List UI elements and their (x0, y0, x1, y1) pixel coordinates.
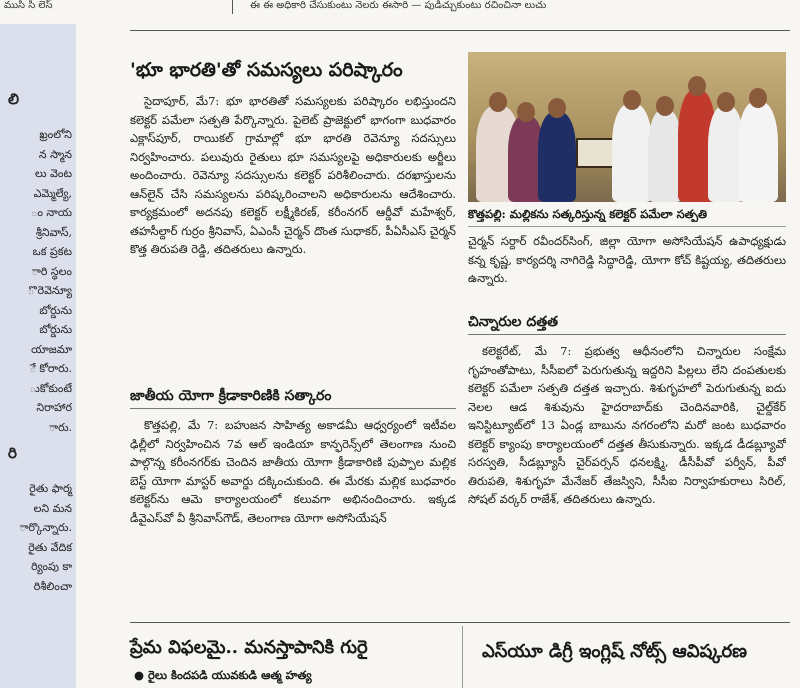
bottom-right-headline: ఎస్‌యూ డిగ్రీ ఇంగ్లిష్ నోట్స్ ఆవిష్కరణ (482, 641, 748, 662)
person-figure (612, 104, 652, 202)
sidebar-text-fragment: న స్మాన (38, 147, 72, 161)
sidebar-text-fragment: ఖ్రంలోని (39, 128, 72, 141)
article3-body: కలెక్టరేట్, మే 7: ప్రభుత్వ ఆధీనంలోని చిన్నారుల సంక్షేమ గృహంతోపాటు, సీసీఐలో పెరుగుతున్న ఇద్దరిని పిల్లలు లేని దంపతులకు కలెక్టర్ పమేలా సత్పతి దత్తత ఇచ్చారు. శిశుగృహలో పెరుగుతున్న ఐదు నెలల ఆడ శిశువును హైదరాబాద్‌కు చెందినవారికి, చైల్డ్‌కేర్ ఇనిస్టిట్యూట్‌లో 13 ఏండ్ల బాబును నగరంలోని మరో జంట బుధవారం కలెక్టర్ క్యాంపు కార్యాలయంలో దత్తత తీసుకున్నారు. ఇక్కడ డీడబ్ల్యూవో సరస్వతి, సీడబ్ల్యూసీ చైర్‌పర్సన్ ధనలక్ష్మి, డీసీపీవో పర్వీన్, పీవో తిరుపతి, శిశుగృహ మేనేజర్ తేజస్విని, సీసీఐ నిర్వాహకురాలు సిరిల్, సోషల్ వర్కర్ రాజేశ్, తదితరులు ఉన్నారు. (468, 344, 786, 506)
sidebar-text-fragment: ార్కొన్నారు. (19, 521, 72, 534)
bottom-left-subhead: ● రైలు కిందపడి యువకుడి ఆత్మ హత్య (134, 668, 312, 682)
sidebar-text-fragment: యాజమా (31, 342, 72, 356)
sidebar-text-fragment: ఎమ్మెల్యే, (33, 186, 72, 200)
sidebar-text-fragment: బోర్డును (39, 303, 72, 317)
article2-body: కొత్తపల్లి, మే 7: బహుజన సాహిత్య అకాడమీ ఆధ్వర్యంలో ఇటీవల ఢిల్లీలో నిర్వహించిన 7వ ఆల్ ఇండియా కాన్ఫరెన్స్‌లో తెలంగాణ నుంచి పాల్గొన్న కరీంనగర్‌కు చెందిన జాతీయ యోగా క్రీడాకారిణి పుప్పాల మల్లిక బెస్ట్ యోగా మాస్టర్ అవార్డు దక్కించుకుంది. ఈ మేరకు మల్లిక బుధవారం కలెక్టర్‌ను ఆమె కార్యాలయంలో కలువగా అభినందించారు. ఇక్కడ డీవైఎస్‌వో వీ శ్రీనివాస్‌గౌడ్, తెలంగాణ యోగా అసోసియేషన్ (130, 418, 456, 525)
sidebar-text-fragment: ొ రెవెన్యూ (27, 284, 72, 297)
caption-rule (468, 226, 786, 227)
article1-body: సైదాపూర్, మే7: భూ భారతితో సమస్యలకు పరిష్కారం లభిస్తుందని కలెక్టర్ పమేలా సత్పతి పేర్కొన్నారు. పైలెట్ ప్రాజెక్టులో భాగంగా బుధవారం ఎక్లాస్‌పూర్, రాయికల్ గ్రామాల్లో భూ భారతి రెవెన్యూ సదస్సులు నిర్వహించారు. పలువురు రైతులు భూ సమస్యలపై అధికారులకు అర్జీలు అందించారు. రెవెన్యూ సదస్సులను కలెక్టర్ పరిశీలించారు. దరఖాస్తులను ఆన్‌లైన్ చేసి సమస్యలను పరిష్కరించాలని అధికారులను ఆదేశించారు. కార్యక్రమంలో అదనపు కలెక్టర్ లక్ష్మీకిరణ్, కరీంనగర్ ఆర్డీవో మహేశ్వర్, తహసీల్దార్ గుర్రం శ్రీనివాస్, ఏఎంసీ చైర్మన్ దొంత సుధాకర్, పీఏసీఎస్ చైర్మన్ కొత్త తిరుపతి రెడ్డి, తదితరులు ఉన్నారు. (130, 94, 456, 256)
bottom-left-headline: ప్రేమ విఫలమై.. మనస్తాపానికి గురై (130, 637, 368, 658)
sidebar-text-fragment: ర్యింపు కా (31, 560, 72, 573)
sidebar-text-fragment: రైతు ఫార్మ (29, 482, 72, 495)
sidebar-text-fragment: ం నాయ (30, 206, 72, 219)
sidebar-text-fragment: ఒక ప్రకట (32, 245, 72, 258)
award-plaque (576, 138, 616, 168)
article3-headline: చిన్నారుల దత్తత (468, 314, 559, 330)
bottom-section-rule (130, 622, 790, 623)
article1-headline: 'భూ భారతి'తో సమస్యలు పరిష్కారం (130, 59, 403, 81)
top-strip-left-text: ముసి సి లెస్ (4, 0, 53, 11)
sidebar-heading-fragment: రి (8, 444, 17, 462)
sidebar-text-fragment: ారి స్థలం (31, 264, 72, 278)
bottom-column-divider (462, 626, 463, 688)
sidebar-text-fragment: శ్రీనివాస్, (35, 225, 72, 239)
sidebar-text-fragment: రిశీలించా (33, 579, 72, 593)
photo-caption: కొత్తపల్లి: మల్లికను సత్కరిస్తున్న కలెక్టర్ పమేలా సత్పతి (468, 207, 708, 221)
person-figure (738, 102, 778, 202)
top-rule (130, 30, 790, 31)
sidebar-text-fragment: ారు. (48, 420, 72, 434)
sidebar-text-fragment: బోర్డును (39, 323, 72, 336)
sidebar-text-fragment: లు వెంట (35, 167, 72, 180)
news-photo (468, 52, 786, 202)
top-strip (0, 0, 800, 14)
article2-headline-rule (130, 408, 456, 409)
sidebar-text-fragment: ే కోరారు. (29, 362, 72, 375)
sidebar-text-fragment: లని మన (33, 501, 72, 515)
article3-headline-rule (468, 334, 786, 335)
sidebar-text-fragment: రైతు వేదిక (28, 540, 72, 554)
sidebar-heading-fragment: లి (8, 90, 19, 108)
article2-continued-body: చైర్మన్ సర్దార్ రవీందర్‌సింగ్, జిల్లా యోగా అసోసియేషన్ ఉపాధ్యక్షుడు కన్న కృష్ణ, కార్యదర్శి నాగిరెడ్డి సిద్ధారెడ్డి, యోగా కోచ్ కిష్టయ్య, తదితరులు ఉన్నారు. (468, 234, 786, 285)
top-strip-right-text: ఈ ఈ అధికారి చేసుకుంటు నెలరు ఈసారి — పుడిచ్చుకుంటు రచించినా లుచు (250, 0, 547, 11)
article2-headline: జాతీయ యోగా క్రీడాకారిణికి సత్కారం (130, 388, 332, 404)
sidebar-text-fragment: ుకోకుంటే (29, 381, 72, 395)
top-strip-divider (232, 0, 233, 14)
sidebar-text-fragment: నిరాహార (36, 401, 72, 414)
person-figure (648, 110, 682, 202)
adjacent-column-sidebar (0, 24, 76, 688)
person-figure (538, 112, 576, 202)
